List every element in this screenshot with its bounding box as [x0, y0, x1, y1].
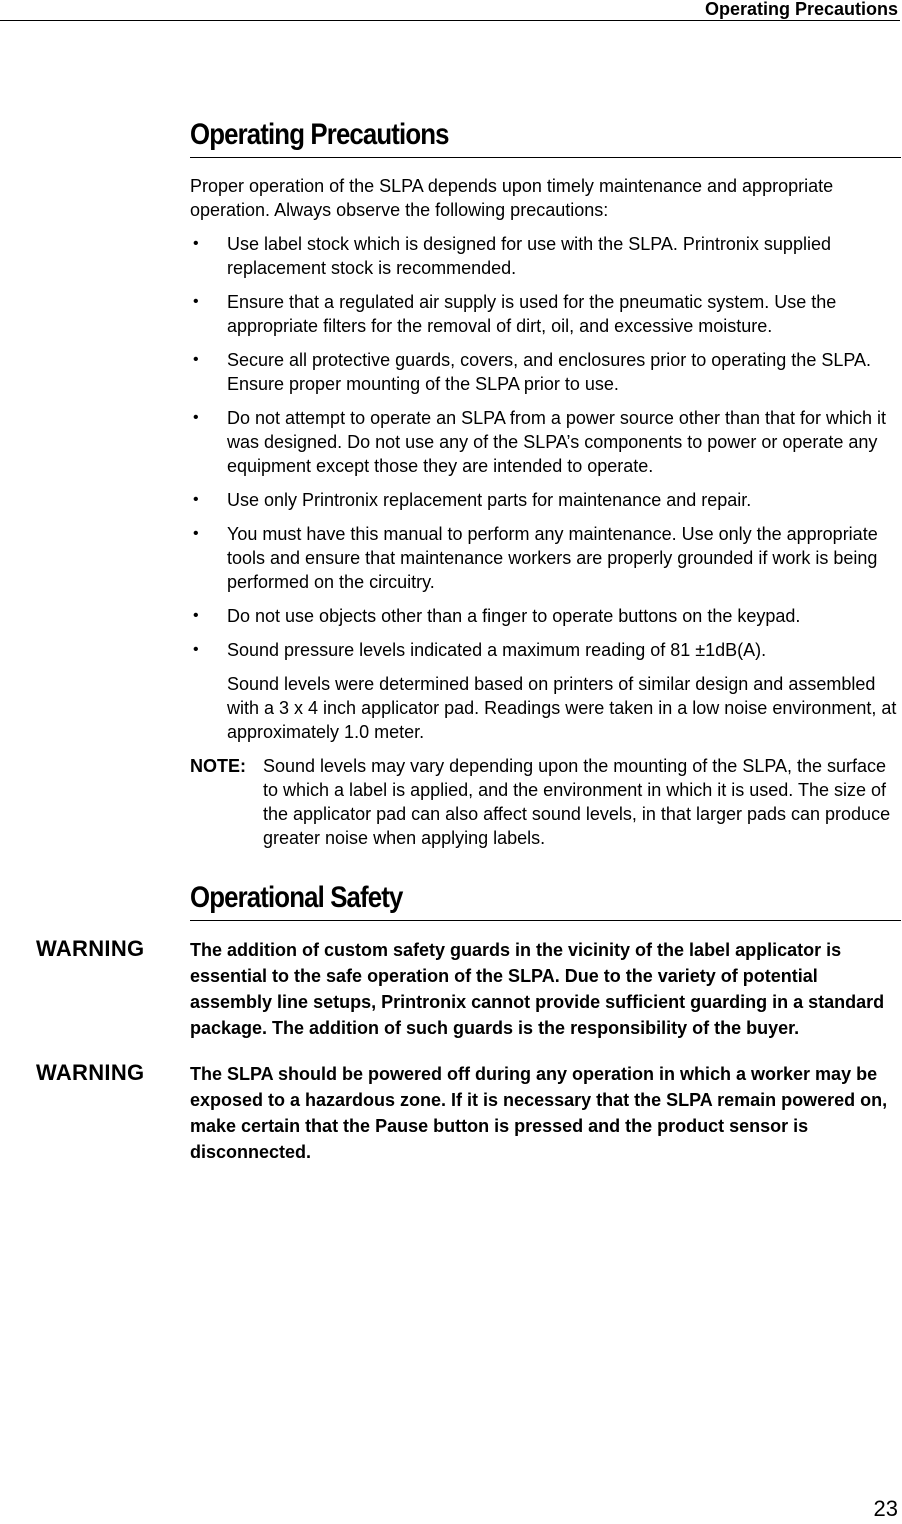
- section-divider: [190, 157, 901, 158]
- running-header-title: Operating Precautions: [704, 0, 898, 19]
- list-item: • Do not use objects other than a finger to operate buttons on the keypad.: [193, 606, 801, 626]
- warning-block: [36, 1060, 900, 1165]
- warning-text: The addition of custom safety guards in the vicinity of the label applicator is essential to the safe operation of the SLPA. Due to the variety of potential assembly line setups, Printronix cannot provide sufficient guarding in a standard package. The addition of such guards is the responsibility of the buyer.: [190, 940, 885, 1038]
- bullet-icon: •: [193, 525, 199, 542]
- note-block: [190, 754, 900, 850]
- list-item: • Sound pressure levels indicated a maximum reading of 81 ±1dB(A).: [193, 640, 767, 660]
- section-title-operating-precautions: Operating Precautions: [190, 118, 449, 151]
- section-title-operational-safety: Operational Safety: [190, 881, 403, 914]
- note-label: NOTE:: [190, 756, 246, 776]
- precautions-list: [190, 232, 900, 662]
- section-divider: [190, 920, 901, 921]
- intro-paragraph: Proper operation of the SLPA depends upon timely maintenance and appropriate operation. Always observe the following precautions:: [190, 176, 834, 220]
- page-number: 23: [873, 1496, 898, 1521]
- sound-detail-paragraph: Sound levels were determined based on printers of similar design and assembled with a 3 x 4 inch applicator pad. Readings were taken in a low noise environment, at approximately 1.0 meter.: [227, 674, 897, 742]
- warning-block: [36, 936, 900, 1041]
- warning-label: WARNING: [36, 1060, 145, 1085]
- list-item: • Use only Printronix replacement parts for maintenance and repair.: [193, 490, 752, 510]
- list-item: • Do not attempt to operate an SLPA from a power source other than that for which it was designed. Do not use any of the SLPA’s components to power or operate any equipment except those they are intended to operate.: [193, 408, 887, 476]
- bullet-icon: •: [193, 293, 199, 310]
- warning-text: The SLPA should be powered off during any operation in which a worker may be exposed to a hazardous zone. If it is necessary that the SLPA remain powered on, make certain that the Pause button is pressed and the product sensor is disconnected.: [190, 1064, 888, 1162]
- list-item: • Use label stock which is designed for use with the SLPA. Printronix supplied replacement stock is recommended.: [193, 234, 831, 278]
- list-item: • Secure all protective guards, covers, and enclosures prior to operating the SLPA. Ensure proper mounting of the SLPA prior to use.: [193, 350, 872, 394]
- bullet-icon: •: [193, 235, 199, 252]
- note-text: Sound levels may vary depending upon the mounting of the SLPA, the surface to which a label is applied, and the environment in which it is used. The size of the applicator pad can also affect sound levels, in that larger pads can produce greater noise when applying labels.: [263, 756, 891, 848]
- list-item: • You must have this manual to perform any maintenance. Use only the appropriate tools and ensure that maintenance workers are properly grounded if work is being performed on the circuitry.: [193, 524, 878, 592]
- bullet-icon: •: [193, 409, 199, 426]
- bullet-icon: •: [193, 491, 199, 508]
- bullet-icon: •: [193, 351, 199, 368]
- warning-label: WARNING: [36, 936, 145, 961]
- running-header: [0, 0, 900, 21]
- bullet-icon: •: [193, 607, 199, 624]
- list-item: • Ensure that a regulated air supply is used for the pneumatic system. Use the appropriate filters for the removal of dirt, oil, and excessive moisture.: [193, 292, 837, 336]
- page-content: [36, 117, 900, 1185]
- bullet-icon: •: [193, 641, 199, 658]
